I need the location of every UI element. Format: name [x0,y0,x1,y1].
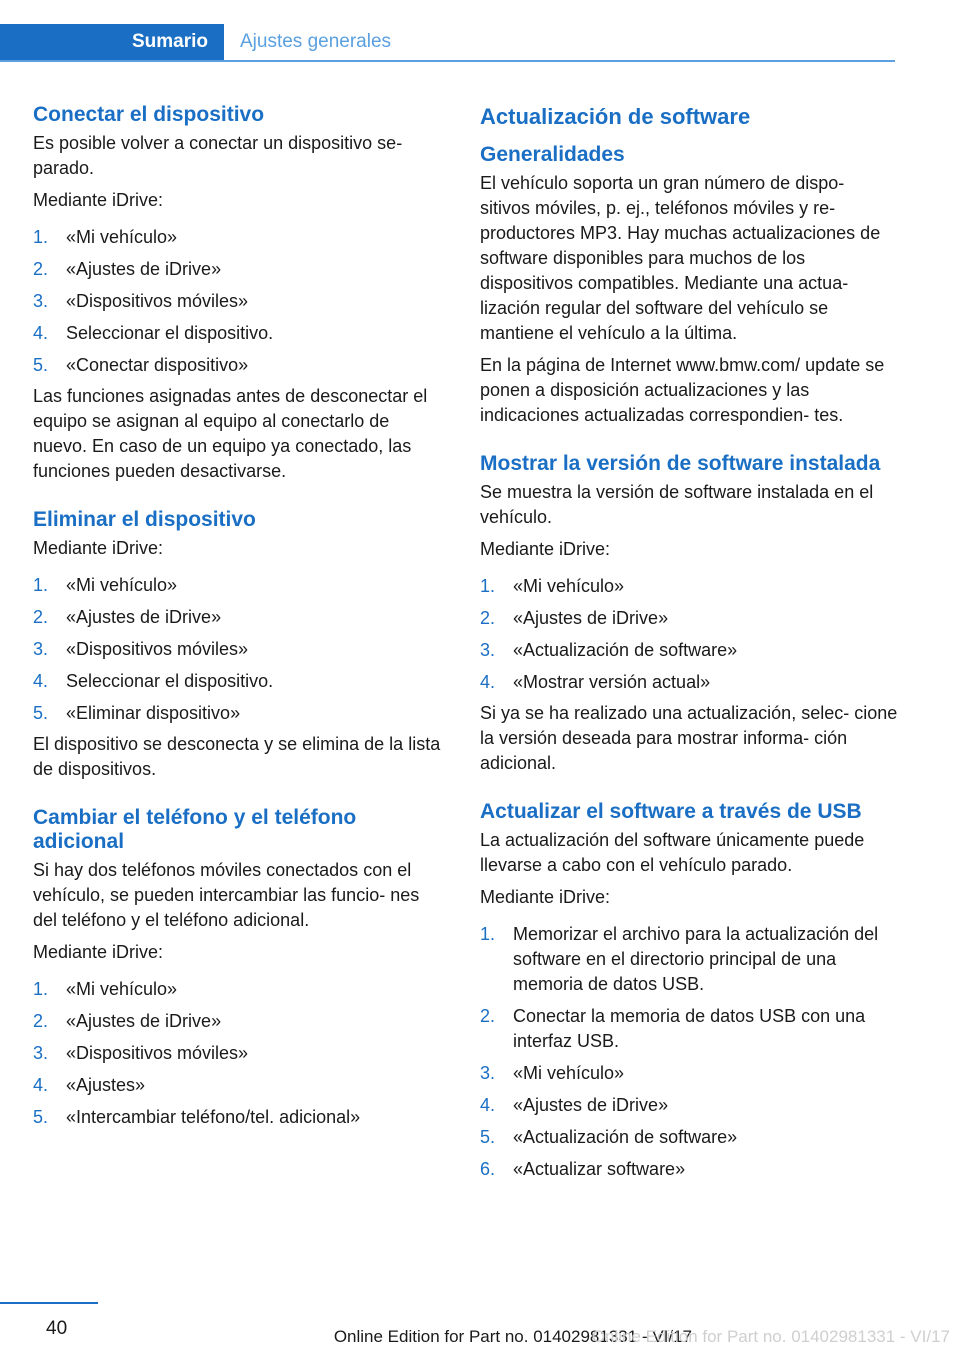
paragraph: La actualización del software únicamente puede llevarse a cabo con el vehículo parado. [480,830,865,875]
step-number: 3. [33,1043,49,1063]
paragraph: En la página de Internet www.bmw.com/ update se ponen a disposición actualizaciones y las indicaciones actualizadas correspondien‐ tes. [480,355,885,425]
step-text: «Actualización de software» [513,640,738,660]
step-text: Seleccionar el dispositivo. [66,671,274,691]
paragraph: Si hay dos teléfonos móviles conectados con el vehículo, se pueden intercambiar las funcio‐ nes del teléfono y el teléfono adicional. [33,860,420,930]
footer-rule [0,1302,98,1304]
step-text: «Dispositivos móviles» [66,291,249,311]
step-number: 1. [33,575,49,595]
step-text: «Conectar dispositivo» [66,355,249,375]
step-number: 3. [480,640,496,660]
watermark: Online Edition for Part no. 01402981331 - VI/17 [591,1327,950,1346]
steps-list-usb [480,922,898,1182]
step-number: 5. [33,355,49,375]
step-text: «Ajustes de iDrive» [513,1095,669,1115]
list-item [33,1041,448,1066]
list-item [33,573,448,598]
step-text: «Ajustes de iDrive» [66,259,222,279]
section-title-conectar: Conectar el dispositivo [33,103,265,126]
list-item [33,257,448,282]
steps-list-mostrar [480,574,898,695]
list-item [33,637,448,662]
step-number: 5. [33,703,49,723]
step-text: «Intercambiar teléfono/tel. adicional» [66,1107,361,1127]
step-number: 5. [480,1127,496,1147]
section-title-mostrar-version: Mostrar la versión de software instalada [480,452,881,475]
step-text: «Dispositivos móviles» [66,639,249,659]
section-title-generalidades: Generalidades [480,143,625,166]
list-item [480,1157,898,1182]
step-number: 3. [33,639,49,659]
step-text: Memorizar el archivo para la actualización del software en el directorio principal de una memoria de datos USB. [513,924,879,994]
step-text: «Mi vehículo» [513,576,625,596]
step-text: «Actualizar software» [513,1159,686,1179]
list-item [480,1061,898,1086]
step-number: 1. [480,924,496,944]
list-item [33,669,448,694]
step-number: 2. [33,1011,49,1031]
step-number: 2. [480,1006,496,1026]
tab-sumario[interactable]: Sumario [0,24,224,60]
header-bar [0,24,895,62]
paragraph: Mediante iDrive: [480,539,611,559]
step-text: «Mostrar versión actual» [513,672,711,692]
paragraph: El dispositivo se desconecta y se elimina de la lista de dispositivos. [33,734,441,779]
steps-list-eliminar [33,573,448,726]
step-text: Conectar la memoria de datos USB con una interfaz USB. [513,1006,866,1051]
step-number: 1. [33,979,49,999]
step-number: 5. [33,1107,49,1127]
tab-ajustes-generales[interactable]: Ajustes generales [240,31,392,52]
step-text: «Mi vehículo» [66,227,178,247]
list-item [480,574,898,599]
step-text: «Dispositivos móviles» [66,1043,249,1063]
paragraph: Mediante iDrive: [33,538,164,558]
header-rule [0,60,895,62]
left-column [33,103,448,1137]
list-item [480,670,898,695]
step-text: «Ajustes» [66,1075,146,1095]
section-title-actualizacion: Actualización de software [480,104,751,129]
list-item [33,605,448,630]
step-text: «Actualización de software» [513,1127,738,1147]
step-number: 2. [480,608,496,628]
list-item [33,701,448,726]
paragraph: Si ya se ha realizado una actualización, selec‐ cione la versión deseada para mostrar informa‐ ción adicional. [480,703,898,773]
step-number: 1. [480,576,496,596]
step-text: «Mi vehículo» [513,1063,625,1083]
step-number: 4. [33,671,49,691]
step-number: 2. [33,607,49,627]
step-text: «Eliminar dispositivo» [66,703,241,723]
list-item [480,1093,898,1118]
paragraph: Es posible volver a conectar un dispositivo se‐ parado. [33,133,403,178]
paragraph: El vehículo soporta un gran número de dispo‐ sitivos móviles, p. ej., teléfonos móviles y re‐ productores MP3. Hay muchas actualizaciones de software disponibles para muchos de los dispositivos compatibles. Mediante una actua‐ lización regular del software del vehículo se mantiene el vehículo a la última. [480,173,881,343]
list-item [33,289,448,314]
list-item [33,1073,448,1098]
steps-list-conectar [33,225,448,378]
step-number: 6. [480,1159,496,1179]
list-item [480,1125,898,1150]
paragraph: Mediante iDrive: [480,887,611,907]
step-number: 2. [33,259,49,279]
list-item [480,922,898,997]
paragraph: Mediante iDrive: [33,190,164,210]
step-text: «Mi vehículo» [66,979,178,999]
step-number: 4. [33,323,49,343]
section-title-cambiar: Cambiar el teléfono y el teléfono adicional [33,806,357,853]
step-text: Seleccionar el dispositivo. [66,323,274,343]
step-number: 1. [33,227,49,247]
right-column [480,103,898,1189]
list-item [33,321,448,346]
paragraph: Mediante iDrive: [33,942,164,962]
edition-note: Online Edition for Part no. 01402981331 - VI/17 [333,1327,692,1346]
paragraph: Se muestra la versión de software instalada en el vehículo. [480,482,874,527]
step-text: «Ajustes de iDrive» [513,608,669,628]
page-number: 40 [46,1318,68,1339]
section-title-usb: Actualizar el software a través de USB [480,800,862,823]
list-item [33,225,448,250]
step-number: 3. [33,291,49,311]
step-text: «Mi vehículo» [66,575,178,595]
step-number: 4. [480,1095,496,1115]
step-text: «Ajustes de iDrive» [66,607,222,627]
steps-list-cambiar [33,977,448,1130]
list-item [33,977,448,1002]
step-number: 3. [480,1063,496,1083]
list-item [33,353,448,378]
list-item [33,1105,448,1130]
list-item [33,1009,448,1034]
list-item [480,1004,898,1054]
paragraph: Las funciones asignadas antes de desconectar el equipo se asignan al equipo al conectarlo de nuevo. En caso de un equipo ya conectado, las funciones pueden desactivarse. [33,386,428,481]
section-title-eliminar: Eliminar el dispositivo [33,508,256,531]
list-item [480,638,898,663]
list-item [480,606,898,631]
step-text: «Ajustes de iDrive» [66,1011,222,1031]
step-number: 4. [33,1075,49,1095]
step-number: 4. [480,672,496,692]
